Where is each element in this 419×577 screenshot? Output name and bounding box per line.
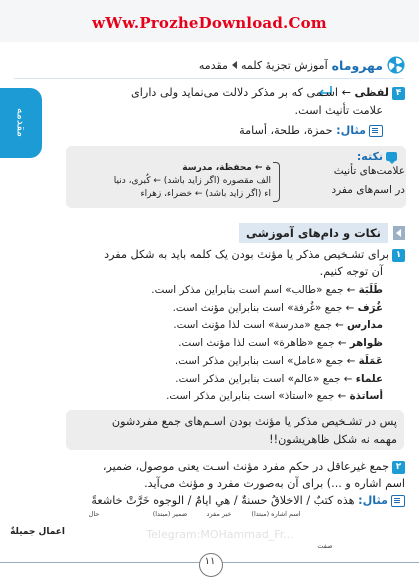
example-rest: ← جمع «استاذ» است بنابراین مذکر است. (166, 390, 347, 403)
note-row-3: اء (اگر زاید باشد) ← خضراء، زهراء (140, 189, 271, 199)
label-hal: حال (88, 510, 100, 518)
point1-text: برای تشـخیص مذکر یا مؤنث بودن یک کلمه باید به شکل مفرد (104, 248, 389, 261)
example-row (53, 353, 383, 371)
point2-example-text: هذه كتبٌ / الاخلاقُ حسنةٌ / هي ايامٌ / الوجوه خَرَّتْ خاشعةً (91, 494, 355, 507)
question-line1: پس در تشـخیص مذکر یا مؤنث بودن اسـم‌های جمع مفردشون (111, 415, 397, 428)
example-label: مثال: (336, 124, 366, 137)
point1-line2: آن توجه کنیم. (319, 265, 383, 278)
example-rest: ← جمع «ظاهرة» است لذا مؤنث است. (178, 337, 347, 350)
question-line2: مهمه نه شکل ظاهریشون!! (269, 433, 397, 446)
example-rest: ← جمع «طالب» اسم است بنابراین مذکر است. (151, 284, 356, 296)
header-divider (14, 78, 404, 79)
note-left-line1: علامت‌های تأنیث (333, 165, 405, 177)
question-box-text (67, 413, 397, 449)
example-row (53, 335, 383, 353)
example-word: علماء (355, 372, 383, 385)
example-word: عَمَلَة (358, 354, 383, 367)
example-word: غُرَف (357, 301, 383, 314)
point1-number-badge: ۱ (392, 249, 405, 262)
note-title-text: نکته: (356, 150, 383, 163)
note-brace (273, 162, 280, 202)
example-row (53, 371, 383, 389)
example-row (53, 282, 383, 300)
tips-arrow-icon (393, 226, 405, 240)
point2-text: جمع غیرعاقل در حکم مفرد مؤنث اسـت یعنی موصول، ضمیر، (102, 460, 389, 473)
note-rows (71, 162, 271, 201)
breadcrumb-lesson: آموزش تجزیهٔ کلمه (240, 58, 328, 72)
point2-example (51, 492, 405, 510)
note-left-label (331, 162, 405, 200)
page-number-badge (190, 553, 230, 570)
tips-heading (239, 223, 405, 243)
example-word: ظواهر (349, 337, 383, 350)
breadcrumb-section: مقدمه (198, 58, 228, 72)
example-word: طَلَبَة (358, 284, 383, 296)
item4-number-badge: ۴ (392, 87, 405, 100)
example-word: أساتذة (349, 390, 383, 403)
breadcrumb (199, 56, 405, 74)
breadcrumb-arrow-icon (232, 61, 237, 69)
example-row (53, 300, 383, 318)
point2-last-text: اعمال جميلةٌ (10, 527, 65, 537)
example-text: حمزة، طلحة، أسامة (239, 124, 333, 137)
example-row (53, 388, 383, 406)
example-rest: ← جمع «غُرفة» است بنابراین مؤنث است. (172, 301, 355, 314)
example-icon (391, 495, 405, 507)
brand-fan-icon (387, 56, 405, 74)
item4-term: لفظی (354, 86, 389, 99)
point1-line1 (55, 246, 405, 264)
example-rest: ← جمع «عالم» است بنابراین مذکر است. (175, 372, 353, 385)
example-icon (369, 125, 383, 137)
example-label: مثال: (358, 494, 388, 507)
example-row (53, 317, 383, 335)
item4-text: ← اسـمی که بر مذکر دلالت می‌نماید ولی دارای (131, 86, 351, 99)
watermark-telegram: Telegram:MOHammad_Fr... (146, 528, 294, 541)
label-khabar: خبر مفرد (206, 510, 232, 518)
label-ishara: اسم اشاره (مبتدا) (251, 510, 301, 518)
item4-example (53, 122, 383, 140)
label-zamir: ضمیر (مبتدا) (152, 510, 188, 518)
side-tab (0, 88, 42, 158)
note-bubble-icon (386, 152, 397, 161)
note-left-line2: در اسم‌های مفرد (331, 184, 405, 196)
example-rest: ← جمع «مدرسة» است لذا مؤنث است. (173, 319, 344, 332)
tips-title: نکات و دام‌های آموزشی (239, 223, 388, 243)
point2-number-badge: ۲ (392, 461, 405, 474)
point2-line1 (55, 458, 405, 476)
label-sefat: صفت (317, 542, 333, 550)
point2-line2: اسم اشاره و ...) برای آن به‌صورت مفرد و مؤنث می‌آید. (144, 477, 405, 490)
point1-examples (53, 282, 383, 406)
item4-line1 (55, 84, 405, 102)
item4-line2: علامت تأنیث است. (294, 104, 383, 117)
note-row-1: ة ← محفظة، مدرسة (182, 163, 271, 173)
example-word: مدارس (347, 319, 383, 332)
page-number: ۱۱ (204, 556, 216, 567)
example-rest: ← جمع «عامل» است بنابراین مذکر است. (174, 354, 356, 367)
side-tab-label: مقدمه (14, 108, 28, 138)
watermark-url: wWw.ProzheDownload.Com (92, 14, 327, 32)
note-row-2: الف مقصوره (اگر زاید باشد) ← کُبری، دنیا (113, 176, 271, 186)
brand-name: مهروماه (331, 57, 383, 73)
